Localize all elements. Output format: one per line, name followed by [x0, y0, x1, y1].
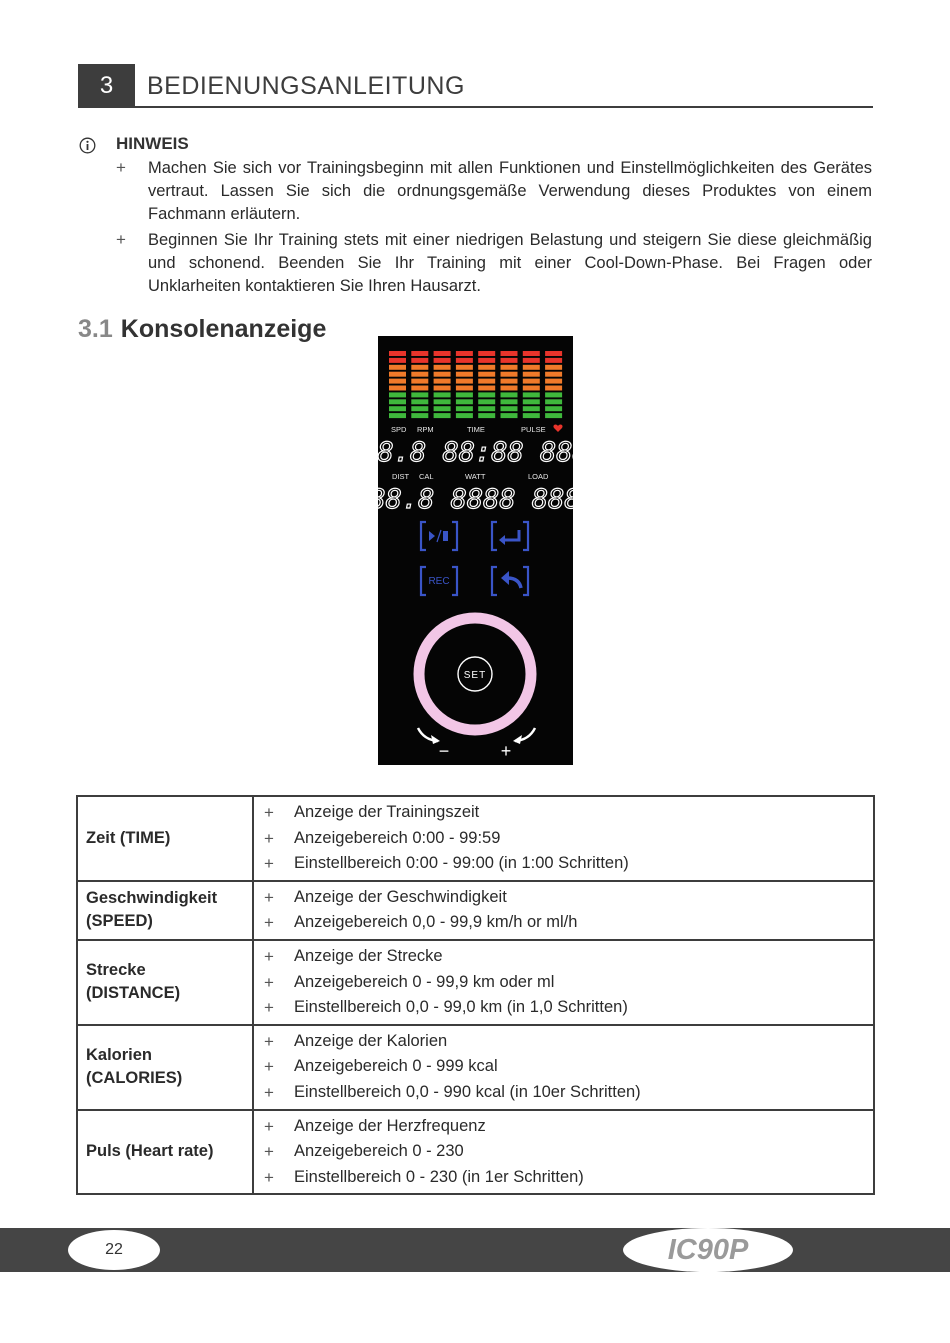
- console-display-image: [361, 336, 589, 765]
- set-label: SET: [463, 670, 487, 681]
- row-label: [77, 796, 253, 881]
- label-dist: DIST: [392, 472, 410, 481]
- bullet-plus-icon: +: [116, 230, 126, 249]
- brand-logo: IC90P: [623, 1228, 793, 1272]
- level-bar-segment: [411, 399, 428, 404]
- level-bar-segment: [478, 392, 495, 397]
- header-rule: [135, 106, 873, 108]
- row-label-line: Strecke: [86, 961, 146, 980]
- row-label-line: Zeit (TIME): [86, 828, 171, 847]
- level-bar-segment: [523, 365, 540, 370]
- level-bar-segment: [411, 365, 428, 370]
- level-bar-segment: [456, 392, 473, 397]
- level-bar-segment: [389, 406, 406, 411]
- level-bar-segment: [545, 399, 562, 404]
- description-text: Einstellbereich 0 - 230 (in 1er Schritten): [294, 1167, 584, 1186]
- plus-label: +: [500, 741, 512, 761]
- level-bar-segment: [501, 392, 518, 397]
- row-label-line: Kalorien: [86, 1046, 153, 1065]
- level-bar-segment: [434, 379, 451, 384]
- bullet-plus-icon: +: [264, 1142, 274, 1162]
- level-bar-segment: [456, 372, 473, 377]
- level-bar-segment: [501, 365, 518, 370]
- level-bar-segment: [478, 372, 495, 377]
- level-bar-segment: [545, 392, 562, 397]
- level-bar-segment: [434, 351, 451, 356]
- level-bar-segment: [434, 386, 451, 391]
- description-text: Einstellbereich 0:00 - 99:00 (in 1:00 Schritten): [294, 854, 629, 873]
- level-bar-segment: [434, 413, 451, 418]
- level-bar-segment: [456, 399, 473, 404]
- label-pulse: PULSE: [521, 425, 546, 434]
- level-bar-segment: [456, 351, 473, 356]
- level-bar-segment: [501, 372, 518, 377]
- row-label: [77, 881, 253, 940]
- section-title: [78, 315, 326, 344]
- level-bar-segment: [389, 351, 406, 356]
- row-description: [253, 796, 874, 881]
- bullet-plus-icon: +: [264, 1031, 274, 1051]
- level-bar-segment: [523, 372, 540, 377]
- description-text: Einstellbereich 0,0 - 99,0 km (in 1,0 Schritten): [294, 998, 628, 1017]
- description-item: [262, 1029, 865, 1055]
- level-bar-segment: [411, 386, 428, 391]
- bullet-plus-icon: +: [116, 158, 126, 177]
- description-item: [262, 944, 865, 970]
- level-bar-segment: [389, 365, 406, 370]
- level-bar-segment: [545, 372, 562, 377]
- description-text: Anzeigebereich 0:00 - 99:59: [294, 828, 501, 847]
- minus-label: −: [438, 741, 450, 761]
- level-bar-segment: [478, 358, 495, 363]
- digits-row-1: 88.8 88:88 888: [361, 437, 589, 468]
- level-bar-segment: [478, 406, 495, 411]
- bullet-plus-icon: +: [264, 1057, 274, 1077]
- row-label-line: Puls (Heart rate): [86, 1142, 214, 1161]
- level-bar-segment: [389, 372, 406, 377]
- description-item: [262, 1165, 865, 1191]
- description-item: [262, 995, 865, 1021]
- description-item: [262, 851, 865, 877]
- bullet-plus-icon: +: [264, 972, 274, 992]
- level-bar-segment: [523, 351, 540, 356]
- level-bar-segment: [456, 358, 473, 363]
- bullet-plus-icon: +: [264, 913, 274, 933]
- row-label-line: (SPEED): [86, 912, 153, 931]
- level-bar-segment: [389, 413, 406, 418]
- level-bar-segment: [545, 413, 562, 418]
- table-row: [77, 1110, 874, 1195]
- level-bar-segment: [411, 413, 428, 418]
- page-number: 22: [68, 1230, 160, 1270]
- description-item: [262, 1080, 865, 1106]
- bullet-plus-icon: +: [264, 946, 274, 966]
- level-bar-segment: [523, 413, 540, 418]
- description-item: [262, 1114, 865, 1140]
- level-bar-segment: [478, 365, 495, 370]
- level-bar-segment: [501, 406, 518, 411]
- bullet-plus-icon: +: [264, 828, 274, 848]
- description-text: Anzeige der Kalorien: [294, 1031, 448, 1050]
- label-time: TIME: [467, 425, 485, 434]
- description-text: Anzeige der Trainingszeit: [294, 803, 480, 821]
- level-bar-segment: [411, 351, 428, 356]
- level-bar-segment: [523, 379, 540, 384]
- chapter-header: [78, 64, 873, 108]
- level-bar-segment: [545, 386, 562, 391]
- bullet-plus-icon: +: [264, 1116, 274, 1136]
- level-bar-segment: [523, 392, 540, 397]
- level-bar-segment: [389, 358, 406, 363]
- description-item: [262, 826, 865, 852]
- description-item: [262, 1139, 865, 1165]
- label-watt: WATT: [465, 472, 486, 481]
- level-bar-segment: [456, 379, 473, 384]
- label-spd: SPD: [391, 425, 407, 434]
- level-bar-segment: [434, 358, 451, 363]
- spec-table: [76, 795, 875, 1195]
- row-label: [77, 1025, 253, 1110]
- level-bar-segment: [501, 386, 518, 391]
- description-item: [262, 885, 865, 911]
- level-bar-segment: [545, 351, 562, 356]
- level-bar-segment: [456, 365, 473, 370]
- description-text: Anzeigebereich 0 - 99,9 km oder ml: [294, 972, 555, 991]
- note-title: HINWEIS: [116, 134, 189, 153]
- description-item: [262, 970, 865, 996]
- description-text: Anzeigebereich 0 - 230: [294, 1142, 464, 1161]
- row-description: [253, 940, 874, 1025]
- level-bar-segment: [501, 351, 518, 356]
- chapter-number: 3: [78, 64, 135, 108]
- table-row: [77, 940, 874, 1025]
- info-icon: [79, 137, 96, 154]
- description-text: Anzeige der Geschwindigkeit: [294, 887, 507, 906]
- digits-row-2: 88.8 8888 888: [369, 484, 581, 515]
- note-item-2: Beginnen Sie Ihr Training stets mit einer niedrigen Belastung und steigern Sie diese gleichmäßig und schonend. Beenden Sie Ihr Training mit einer Cool-Down-Phase. Bei Fragen oder Unklarheiten kontaktieren Sie Ihren Hausarzt.: [148, 231, 872, 295]
- level-bar-segment: [411, 392, 428, 397]
- bullet-plus-icon: +: [264, 887, 274, 907]
- level-bar-segment: [545, 379, 562, 384]
- rec-label: REC: [428, 576, 450, 587]
- label-rpm: RPM: [417, 425, 434, 434]
- table-row: [77, 796, 874, 881]
- level-bar-segment: [456, 386, 473, 391]
- level-bar-segment: [434, 392, 451, 397]
- description-item: [262, 910, 865, 936]
- table-row: [77, 1025, 874, 1110]
- level-bar-segment: [501, 358, 518, 363]
- bullet-plus-icon: +: [264, 854, 274, 874]
- level-bar-segment: [411, 379, 428, 384]
- level-bar-segment: [478, 351, 495, 356]
- level-bar-segment: [434, 406, 451, 411]
- level-bar-segment: [434, 372, 451, 377]
- bullet-plus-icon: +: [264, 803, 274, 822]
- level-bar-segment: [478, 413, 495, 418]
- bullet-plus-icon: +: [264, 1167, 274, 1187]
- label-load: LOAD: [528, 472, 549, 481]
- level-bar-segment: [389, 399, 406, 404]
- level-bar-segment: [411, 406, 428, 411]
- bullet-plus-icon: +: [264, 998, 274, 1018]
- level-bar-segment: [456, 413, 473, 418]
- level-bar-segment: [434, 365, 451, 370]
- level-bar-segment: [545, 406, 562, 411]
- level-bar-segment: [501, 413, 518, 418]
- row-label: [77, 1110, 253, 1195]
- row-description: [253, 881, 874, 940]
- note-item-1: Machen Sie sich vor Trainingsbeginn mit allen Funktionen und Einstellmöglichkeiten des Gerätes vertraut. Lassen Sie sich die ordnungsgemäße Verwendung dieses Produktes von einem Fachmann erläutern.: [148, 159, 872, 223]
- level-bar-segment: [389, 386, 406, 391]
- row-label: [77, 940, 253, 1025]
- level-bar-segment: [545, 365, 562, 370]
- row-label-line: (DISTANCE): [86, 984, 181, 1003]
- level-bar-segment: [501, 399, 518, 404]
- bullet-plus-icon: +: [264, 1082, 274, 1102]
- level-bar-segment: [389, 379, 406, 384]
- section-title-text: Konsolenanzeige: [120, 315, 327, 343]
- description-text: Anzeige der Herzfrequenz: [294, 1116, 486, 1135]
- level-bar-segment: [456, 406, 473, 411]
- level-bar-segment: [411, 358, 428, 363]
- row-description: [253, 1110, 874, 1195]
- label-cal: CAL: [419, 472, 434, 481]
- description-text: Anzeigebereich 0,0 - 99,9 km/h or ml/h: [294, 913, 578, 932]
- description-text: Anzeigebereich 0 - 999 kcal: [294, 1057, 498, 1076]
- level-bar-segment: [411, 372, 428, 377]
- row-label-line: (CALORIES): [86, 1069, 183, 1088]
- level-bar-segment: [523, 399, 540, 404]
- level-bar-segment: [434, 399, 451, 404]
- chapter-title: BEDIENUNGSANLEITUNG: [147, 72, 465, 100]
- level-bar-segment: [478, 386, 495, 391]
- level-bar-segment: [523, 386, 540, 391]
- description-item: [262, 1054, 865, 1080]
- description-text: Einstellbereich 0,0 - 990 kcal (in 10er Schritten): [294, 1082, 641, 1101]
- description-text: Anzeige der Strecke: [294, 946, 443, 965]
- section-number: 3.1: [78, 315, 113, 343]
- level-bar-segment: [523, 406, 540, 411]
- level-bar-segment: [478, 399, 495, 404]
- table-row: [77, 881, 874, 940]
- row-label-line: Geschwindigkeit: [86, 889, 218, 908]
- level-bar-segment: [478, 379, 495, 384]
- description-item: [262, 800, 865, 826]
- level-bar-segment: [501, 379, 518, 384]
- level-bar-segment: [523, 358, 540, 363]
- level-bar-segment: [545, 358, 562, 363]
- level-bar-segment: [389, 392, 406, 397]
- row-description: [253, 1025, 874, 1110]
